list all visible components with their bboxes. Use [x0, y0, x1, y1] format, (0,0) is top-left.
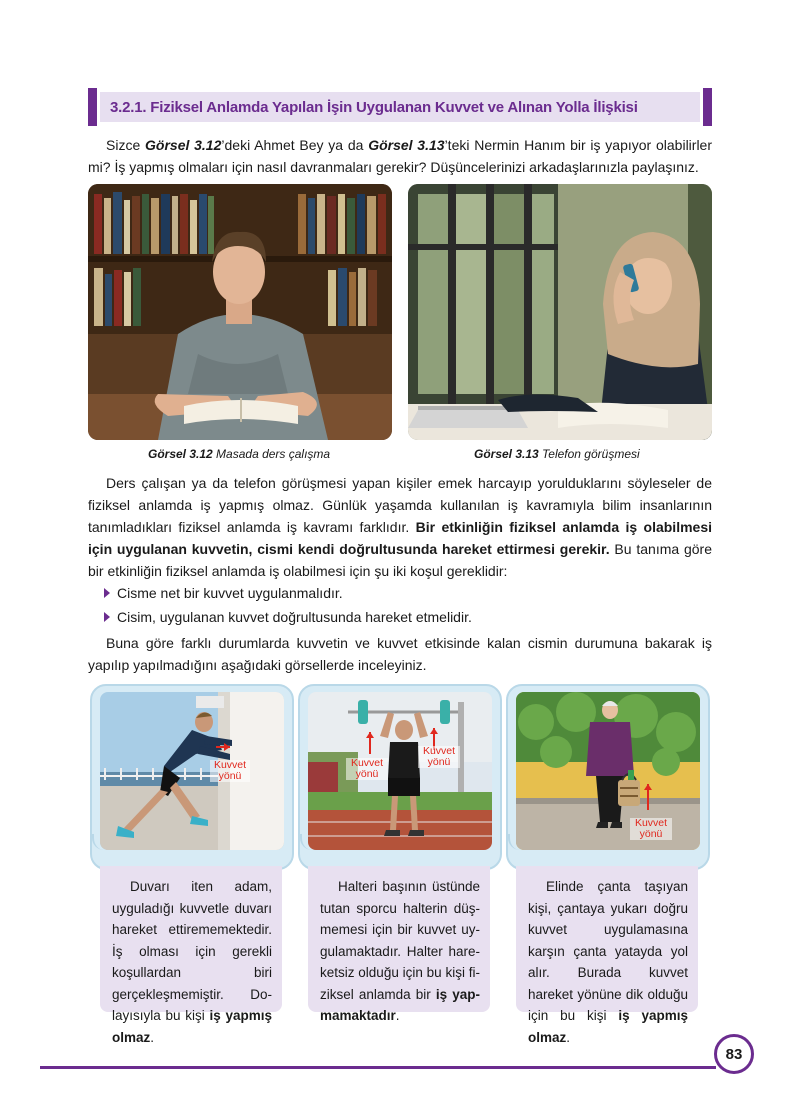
student-reading-illustration — [88, 184, 392, 440]
header-bracket-left — [88, 88, 97, 126]
force-direction-label: Kuvvet yönü — [418, 746, 460, 768]
card-text-pushing-wall — [100, 866, 282, 1045]
section-title: 3.2.1. Fiziksel Anlamda Yapılan İşin Uygulanan Kuvvet ve Alınan Yolla İlişkisi — [110, 98, 638, 116]
card-text-carrying-bag — [516, 866, 698, 1045]
work-definition: Bir etkinliğin fiziksel anlamda iş olabilmesi için uygulanan kuvvetin, cismi kendi doğrultusunda hareket ettirmesi gerekir. — [88, 519, 712, 557]
intro-text-1: Sizce — [106, 137, 146, 153]
bullet-triangle-icon — [104, 612, 110, 622]
bullet-text: Cisim, uygulanan kuvvet doğrultusunda hareket etmelidir. — [117, 609, 472, 625]
card-image-carrying-bag — [516, 692, 700, 850]
card-end: . — [395, 1008, 400, 1023]
card-image-weightlifter — [308, 692, 492, 850]
intro-text-3: ’teki Nermin Hanım bir iş yapıyor olabilirler mi? İş yapmış olmaları için nasıl davranmaları gerekir? Düşüncelerinizi arkadaşlarınızla paylaşınız. — [88, 137, 713, 175]
force-direction-label: Kuvvet yönü — [630, 818, 672, 840]
caption-figure-3-13 — [474, 447, 640, 461]
figure-ref-3-13: Görsel 3.13 — [368, 137, 445, 153]
bullet-triangle-icon — [104, 588, 110, 598]
header-title-box — [100, 92, 700, 122]
caption-figure-3-12 — [148, 447, 330, 461]
card-conclusion: iş yapmamaktadır — [320, 986, 481, 1023]
card-image-pushing-wall — [100, 692, 284, 850]
body-text-1: Ders çalışan ya da telefon görüşmesi yapan kişiler emek harcayıp yorulduklarını söyleseler de fiziksel anlamda iş yapmış olmaz. Günlük yaşamda kullanılan iş kavramıyla bilim insanlarının tanımladıkları fiziksel anlamda iş kavramı farklıdır. — [88, 475, 712, 535]
carrying-bag-illustration — [516, 692, 700, 850]
force-direction-label: Kuvvet yönü — [210, 760, 250, 782]
bullet-text: Cisme net bir kuvvet uygulanmalıdır. — [117, 585, 343, 601]
card-end: . — [566, 1029, 571, 1045]
photo-woman-phone — [408, 184, 712, 440]
figure-ref-3-12: Görsel 3.12 — [145, 137, 222, 153]
card-description: Halteri başının üstünde tutan sporcu halterin düşmemesi için bir kuvvet uygulamaktadır. Halter hareketsiz olduğu için bu kişi fiziksel anlamda bir — [320, 879, 480, 1002]
photo-student-reading — [88, 184, 392, 440]
card-pushing-wall — [90, 684, 294, 1045]
header-bracket-right — [703, 88, 712, 126]
card-carrying-bag — [506, 684, 710, 1045]
card-end: . — [150, 1029, 155, 1045]
card-description: Duvarı iten adam, uyguladığı kuvvetle duvarı hareket ettirememektedir. İş olması için gerekli koşullardan biri gerçekleşmemiştir. Dolayısıyla bu kişi — [112, 879, 272, 1023]
footer-rule — [40, 1066, 716, 1069]
card-conclusion: iş yapmış olmaz — [528, 1008, 688, 1045]
intro-text-2: ’deki Ahmet Bey ya da — [221, 137, 369, 153]
force-direction-label: Kuvvet yönü — [346, 758, 388, 780]
woman-phone-illustration — [408, 184, 712, 440]
caption-text-3-13: Telefon görüşmesi — [538, 447, 640, 461]
pushing-wall-illustration — [100, 692, 284, 850]
section-header — [88, 88, 712, 126]
caption-number-3-12: Görsel 3.12 — [148, 447, 213, 461]
caption-number-3-13: Görsel 3.13 — [474, 447, 539, 461]
instruction-paragraph: Buna göre farklı durumlarda kuvvetin ve kuvvet etkisinde kalan cismin durumuna bakarak iş yapılıp yapılmadığını aşağıdaki görsellerde inceleyiniz. — [88, 635, 712, 673]
bullet-item — [104, 582, 343, 604]
bullet-item — [104, 606, 472, 628]
body-text-2: Bu tanıma göre bir etkinliğin fiziksel anlamda iş olabilmesi için şu iki koşul gereklidir: — [88, 541, 712, 579]
intro-paragraph — [88, 134, 712, 178]
caption-text-3-12: Masada ders çalışma — [212, 447, 331, 461]
body-paragraph — [88, 472, 712, 582]
card-conclusion: iş yapmış olmaz — [112, 1008, 272, 1045]
card-text-weightlifter — [308, 866, 490, 1023]
card-description: Elinde çanta taşıyan kişi, çantaya yukarı doğru kuvvet uygulamasına karşın çanta yatayda yol alır. Burada kuvvet hareket yönüne dik olduğu için bu kişi — [528, 879, 688, 1023]
weightlifter-illustration — [308, 692, 492, 850]
page-number: 83 — [714, 1034, 754, 1074]
card-weightlifter — [298, 684, 502, 1028]
